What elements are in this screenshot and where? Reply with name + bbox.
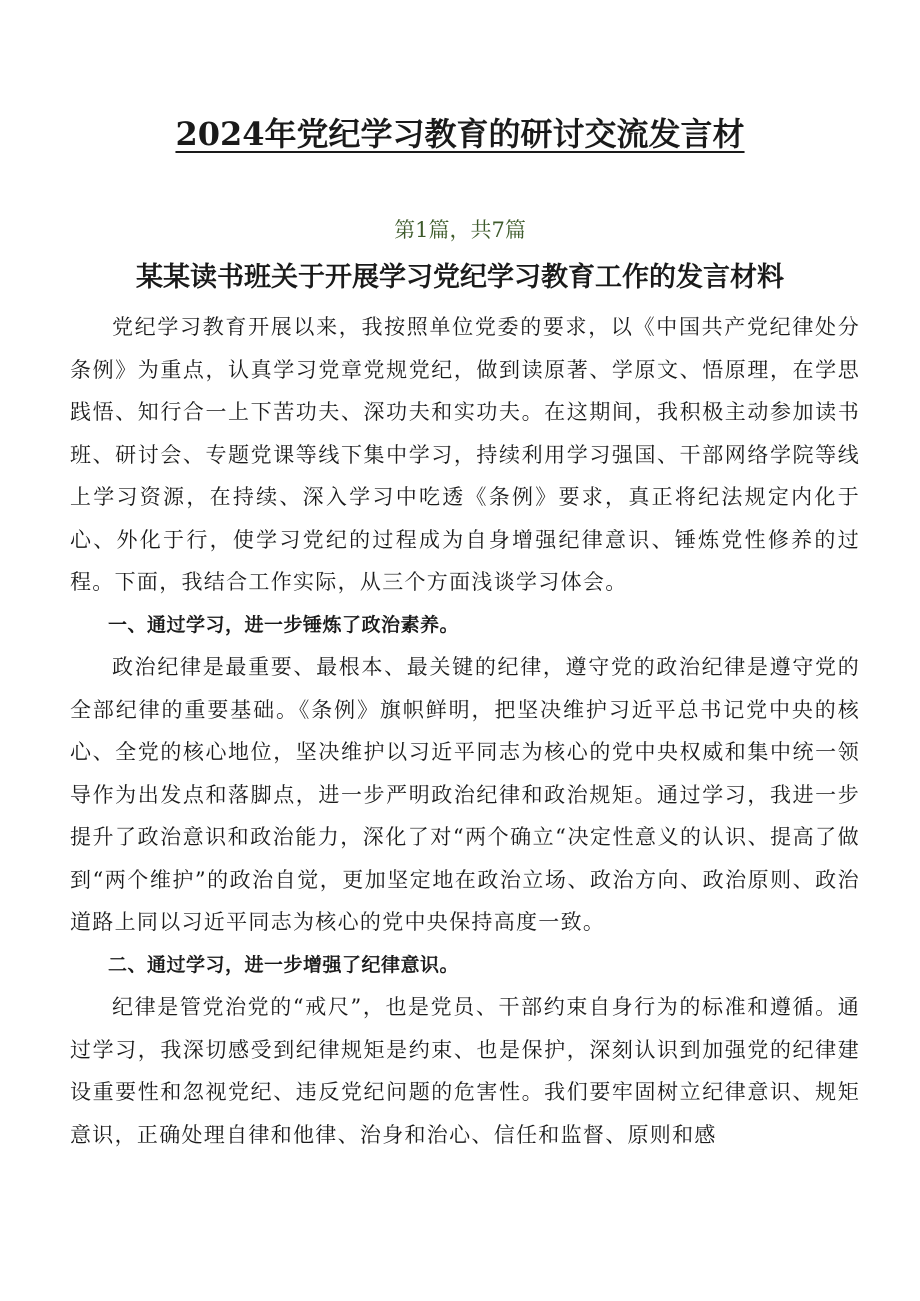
heading-two: 二、通过学习，进一步增强了纪律意识。 — [108, 953, 460, 976]
section-title: 某某读书班关于开展学习党纪学习教育工作的发言材料 — [136, 262, 784, 293]
paragraph-political: 政治纪律是最重要、最根本、最关键的纪律，遵守党的政治纪律是遵守党的全部纪律的重要基础。《条例》旗帜鲜明，把坚决维护习近平总书记党中央的核心、全党的核心地位，坚决维护以习近平同志为核心的党中央权威和集中统一领导作为出发点和落脚点，进一步严明政治纪律和政治规矩。通过学习，我进一步提升了政治意识和政治能力，深化了对“两个确立“决定性意义的认识、提高了做到“两个维护”的政治自觉，更加坚定地在政治立场、政治方向、政治原则、政治道路上同以习近平同志为核心的党中央保持高度一致。 — [70, 655, 860, 934]
part-label: 第1篇，共7篇 — [394, 218, 526, 242]
document-title: 2024年党纪学习教育的研讨交流发言材 — [175, 115, 745, 153]
paragraph-discipline: 纪律是管党治党的“戒尺”，也是党员、干部约束自身行为的标准和遵循。通过学习，我深切感受到纪律规矩是约束、也是保护，深刻认识到加强党的纪律建设重要性和忽视党纪、违反党纪问题的危害性。我们要牢固树立纪律意识、规矩意识，正确处理自律和他律、治身和治心、信任和监督、原则和感 — [70, 995, 860, 1147]
heading-one: 一、通过学习，进一步锤炼了政治素养。 — [108, 613, 460, 636]
paragraph-intro: 党纪学习教育开展以来，我按照单位党委的要求，以《中国共产党纪律处分条例》为重点，认真学习党章党规党纪，做到读原著、学原文、悟原理，在学思践悟、知行合一上下苦功夫、深功夫和实功夫。在这期间，我积极主动参加读书班、研讨会、专题党课等线下集中学习，持续利用学习强国、干部网络学院等线上学习资源，在持续、深入学习中吃透《条例》要求，真正将纪法规定内化于心、外化于行，使学习党纪的过程成为自身增强纪律意识、锤炼党性修养的过程。下面，我结合工作实际，从三个方面浅谈学习体会。 — [70, 315, 860, 594]
document-body — [70, 306, 860, 1156]
